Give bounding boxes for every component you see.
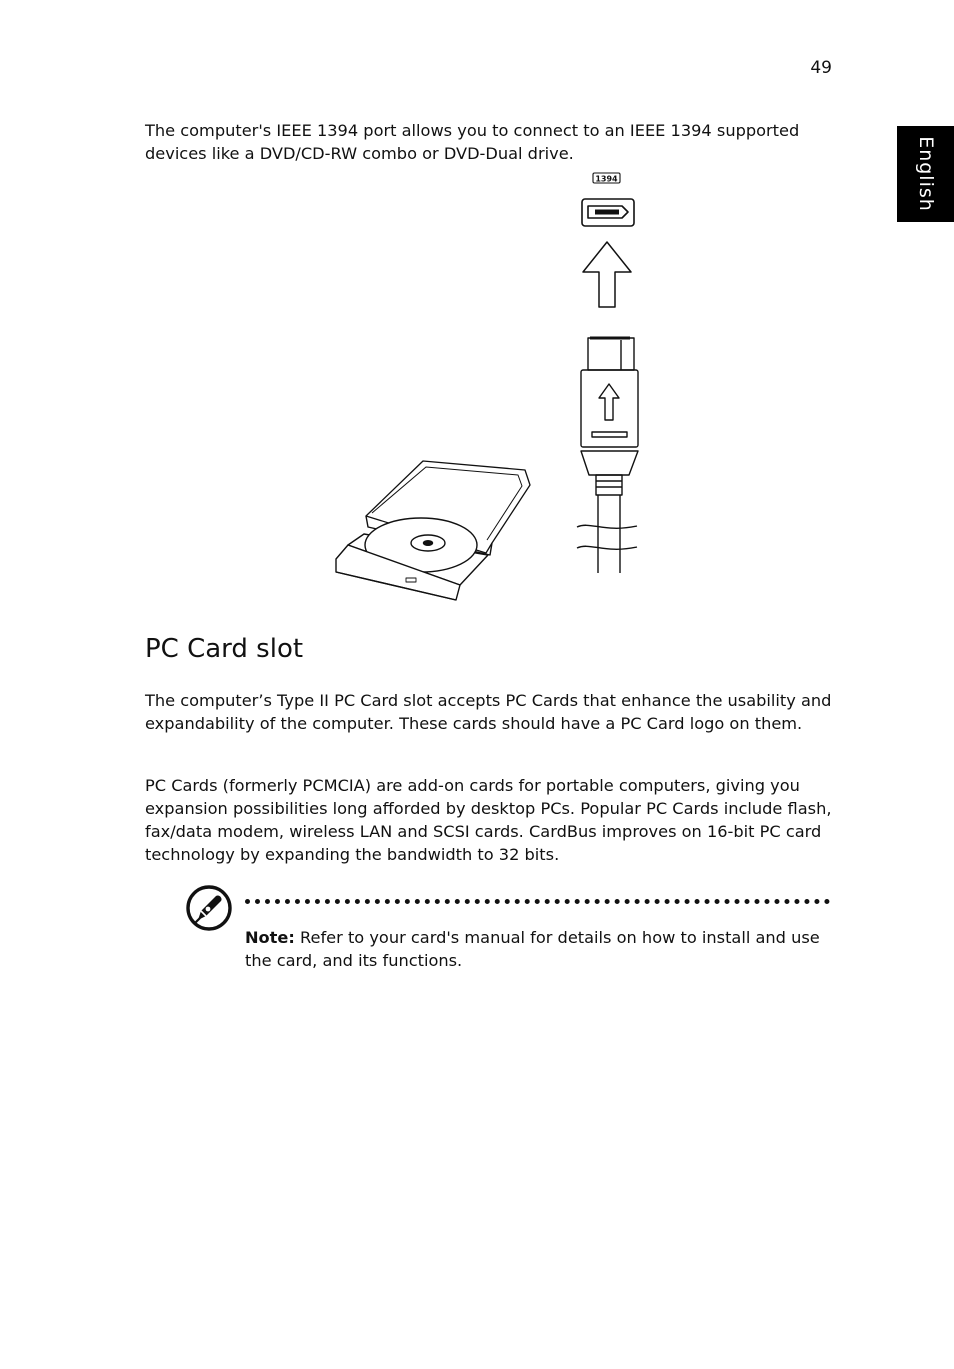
ieee1394-label bbox=[593, 173, 620, 183]
section-heading: PC Card slot bbox=[145, 634, 304, 664]
note-body: Refer to your card's manual for details on how to install and use the card, and its functions. bbox=[245, 928, 820, 970]
note-text bbox=[245, 926, 835, 972]
page-number: 49 bbox=[810, 58, 832, 78]
ieee1394-port-icon bbox=[582, 199, 634, 226]
port-label-text: 1394 bbox=[595, 174, 618, 184]
note-label: Note: bbox=[245, 928, 295, 947]
intro-paragraph: The computer's IEEE 1394 port allows you to connect to an IEEE 1394 supported devices like a DVD/CD-RW combo or DVD-Dual drive. bbox=[145, 121, 800, 163]
note-pen-icon bbox=[184, 883, 234, 933]
note-divider bbox=[245, 899, 830, 904]
firewire-plug-icon bbox=[577, 338, 638, 573]
ieee1394-connection-figure bbox=[320, 165, 660, 605]
pc-card-paragraph-2: PC Cards (formerly PCMCIA) are add-on cards for portable computers, giving you expansion possibilities long afforded by desktop PCs. Popular PC Cards include flash, fax/data modem, wireless LAN and SCSI cards. CardBus improves on 16-bit PC card technology by expanding the bandwidth to 32 bits. bbox=[145, 776, 832, 864]
pc-card-paragraph-1: The computer’s Type II PC Card slot accepts PC Cards that enhance the usability and expandability of the computer. These cards should have a PC Card logo on them. bbox=[145, 691, 832, 733]
language-tab bbox=[897, 126, 954, 222]
up-arrow-icon bbox=[583, 242, 631, 307]
optical-drive-icon bbox=[336, 461, 530, 600]
language-tab-label: English bbox=[915, 136, 937, 212]
